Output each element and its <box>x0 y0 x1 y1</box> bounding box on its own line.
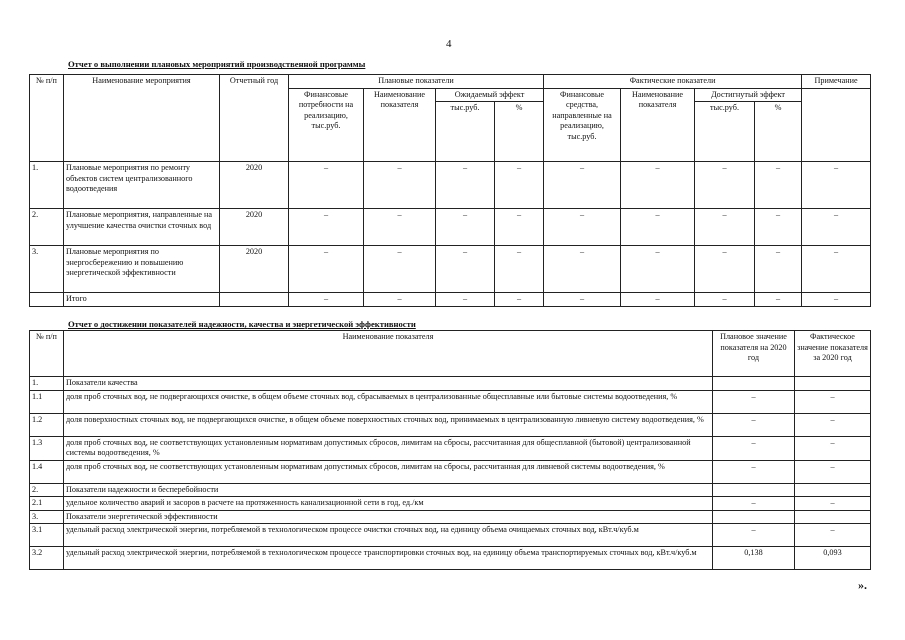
cell-dash: – <box>802 162 871 209</box>
plan-effect-header: Ожидаемый эффект <box>436 88 544 102</box>
table-row <box>30 413 871 436</box>
cell-dash: – <box>364 293 436 307</box>
cell-dash: – <box>695 246 755 293</box>
row-num: 3.1 <box>30 524 64 547</box>
row-plan: – <box>713 390 795 413</box>
row-name: Показатели энергетической эффективности <box>64 510 713 524</box>
plan-ind-header: Наименование показателя <box>364 88 436 162</box>
row-num: 2.1 <box>30 497 64 511</box>
cell-dash: – <box>289 209 364 246</box>
t2-col-name-header: Наименование показателя <box>64 331 713 377</box>
total-label: Итого <box>64 293 220 307</box>
cell-dash: – <box>755 209 802 246</box>
col-name-header: Наименование мероприятия <box>64 75 220 162</box>
cell-dash: – <box>364 209 436 246</box>
row-num: 1.1 <box>30 390 64 413</box>
section-row <box>30 377 871 391</box>
t2-col-num-header: № п/п <box>30 331 64 377</box>
cell-dash: – <box>695 293 755 307</box>
cell-dash: – <box>436 246 495 293</box>
page-number: 4 <box>446 38 452 50</box>
note-subheader <box>802 88 871 162</box>
table-row <box>30 524 871 547</box>
cell-dash: – <box>802 293 871 307</box>
plan-fin-header: Финансовые потребности на реализацию, тыс.руб. <box>289 88 364 162</box>
row-year <box>220 293 289 307</box>
row-num: 1.4 <box>30 460 64 483</box>
row-name: Показатели надежности и бесперебойности <box>64 483 713 497</box>
row-plan <box>713 377 795 391</box>
t2-actual-header: Фактическое значение показателя за 2020 год <box>795 331 871 377</box>
cell-dash: – <box>621 209 695 246</box>
row-plan <box>713 510 795 524</box>
row-name: доля проб сточных вод, не соответствующих установленным нормативам допустимых сбросов, лимитам на сбросы, рассчитанная для общесплавной (бытовой) централизованной системы водоотведения, % <box>64 436 713 460</box>
fact-pct-header: % <box>755 102 802 162</box>
cell-dash: – <box>621 246 695 293</box>
row-fact: – <box>795 436 871 460</box>
row-name: доля поверхностных сточных вод, не подвергающихся очистке, в общем объеме поверхностных сточных вод, принимаемых в централизованную ливневую систему водоотведения, % <box>64 413 713 436</box>
col-num-header: № п/п <box>30 75 64 162</box>
cell-dash: – <box>755 246 802 293</box>
cell-dash: – <box>802 209 871 246</box>
cell-dash: – <box>544 246 621 293</box>
table-row <box>30 246 871 293</box>
row-fact: – <box>795 460 871 483</box>
row-fact <box>795 510 871 524</box>
cell-dash: – <box>495 293 544 307</box>
table-row <box>30 497 871 511</box>
cell-dash: – <box>695 162 755 209</box>
row-year: 2020 <box>220 162 289 209</box>
cell-dash: – <box>495 246 544 293</box>
row-plan: – <box>713 436 795 460</box>
row-num: 1. <box>30 162 64 209</box>
row-year: 2020 <box>220 209 289 246</box>
section-row <box>30 510 871 524</box>
row-fact: – <box>795 497 871 511</box>
cell-dash: – <box>289 246 364 293</box>
t2-planned-header: Плановое значение показателя на 2020 год <box>713 331 795 377</box>
row-plan: – <box>713 460 795 483</box>
row-fact: – <box>795 413 871 436</box>
table-row <box>30 390 871 413</box>
row-name: удельный расход электрической энергии, потребляемой в технологическом процессе очистки сточных вод, на единицу объема очищаемых сточных вод, кВт.ч/куб.м <box>64 524 713 547</box>
table1-title: Отчет о выполнении плановых мероприятий производственной программы <box>68 59 366 69</box>
row-plan: – <box>713 413 795 436</box>
plan-pct-header: % <box>495 102 544 162</box>
row-plan: 0,138 <box>713 547 795 570</box>
plan-rub-header: тыс.руб. <box>436 102 495 162</box>
row-name: Плановые мероприятия, направленные на улучшение качества очистки сточных вод <box>64 209 220 246</box>
cell-dash: – <box>755 162 802 209</box>
row-num <box>30 293 64 307</box>
row-fact <box>795 377 871 391</box>
row-fact: 0,093 <box>795 547 871 570</box>
row-plan <box>713 483 795 497</box>
row-name: удельный расход электрической энергии, потребляемой в технологическом процессе транспортировки сточных вод, на единицу объема транспортируемых сточных вод, кВт.ч/куб.м <box>64 547 713 570</box>
cell-dash: – <box>802 246 871 293</box>
cell-dash: – <box>621 162 695 209</box>
row-name: доля проб сточных вод, не соответствующих установленным нормативам допустимых сбросов, лимитам на сбросы, рассчитанная для ливневой системы водоотведения, % <box>64 460 713 483</box>
planned-header: Плановые показатели <box>289 75 544 89</box>
row-num: 3. <box>30 510 64 524</box>
table-row <box>30 209 871 246</box>
row-name: Показатели качества <box>64 377 713 391</box>
fact-rub-header: тыс.руб. <box>695 102 755 162</box>
row-fact: – <box>795 524 871 547</box>
row-num: 2. <box>30 209 64 246</box>
total-row <box>30 293 871 307</box>
row-plan: – <box>713 524 795 547</box>
cell-dash: – <box>621 293 695 307</box>
cell-dash: – <box>289 293 364 307</box>
row-name: Плановые мероприятия по ремонту объектов систем централизованного водоотведения <box>64 162 220 209</box>
cell-dash: – <box>364 246 436 293</box>
cell-dash: – <box>544 162 621 209</box>
reliability-indicators-table <box>29 330 871 570</box>
row-num: 2. <box>30 483 64 497</box>
row-plan: – <box>713 497 795 511</box>
table-row <box>30 436 871 460</box>
table-row <box>30 162 871 209</box>
cell-dash: – <box>364 162 436 209</box>
row-num: 3.2 <box>30 547 64 570</box>
production-program-table <box>29 74 871 307</box>
fact-ind-header: Наименование показателя <box>621 88 695 162</box>
table-row <box>30 547 871 570</box>
row-num: 1. <box>30 377 64 391</box>
cell-dash: – <box>544 209 621 246</box>
fact-fin-header: Финансовые средства, направленные на реализацию, тыс.руб. <box>544 88 621 162</box>
row-year: 2020 <box>220 246 289 293</box>
col-year-header: Отчетный год <box>220 75 289 162</box>
cell-dash: – <box>544 293 621 307</box>
row-num: 3. <box>30 246 64 293</box>
cell-dash: – <box>436 209 495 246</box>
row-name: удельное количество аварий и засоров в расчете на протяженность канализационной сети в год, ед./км <box>64 497 713 511</box>
table-row <box>30 460 871 483</box>
actual-header: Фактические показатели <box>544 75 802 89</box>
row-name: доля проб сточных вод, не подвергающихся очистке, в общем объеме сточных вод, сбрасываемых в централизованные общесплавные или бытовые системы водоотведения, % <box>64 390 713 413</box>
cell-dash: – <box>289 162 364 209</box>
table2-title: Отчет о достижении показателей надежности, качества и энергетической эффективности <box>68 319 416 329</box>
cell-dash: – <box>495 162 544 209</box>
cell-dash: – <box>436 162 495 209</box>
row-fact: – <box>795 390 871 413</box>
fact-effect-header: Достигнутый эффект <box>695 88 802 102</box>
cell-dash: – <box>695 209 755 246</box>
cell-dash: – <box>755 293 802 307</box>
row-num: 1.3 <box>30 436 64 460</box>
closing-quote: ». <box>858 578 867 592</box>
row-name: Плановые мероприятия по энергосбережению и повышению энергетической эффективности <box>64 246 220 293</box>
note-header: Примечание <box>802 75 871 89</box>
cell-dash: – <box>436 293 495 307</box>
row-fact <box>795 483 871 497</box>
cell-dash: – <box>495 209 544 246</box>
row-num: 1.2 <box>30 413 64 436</box>
section-row <box>30 483 871 497</box>
